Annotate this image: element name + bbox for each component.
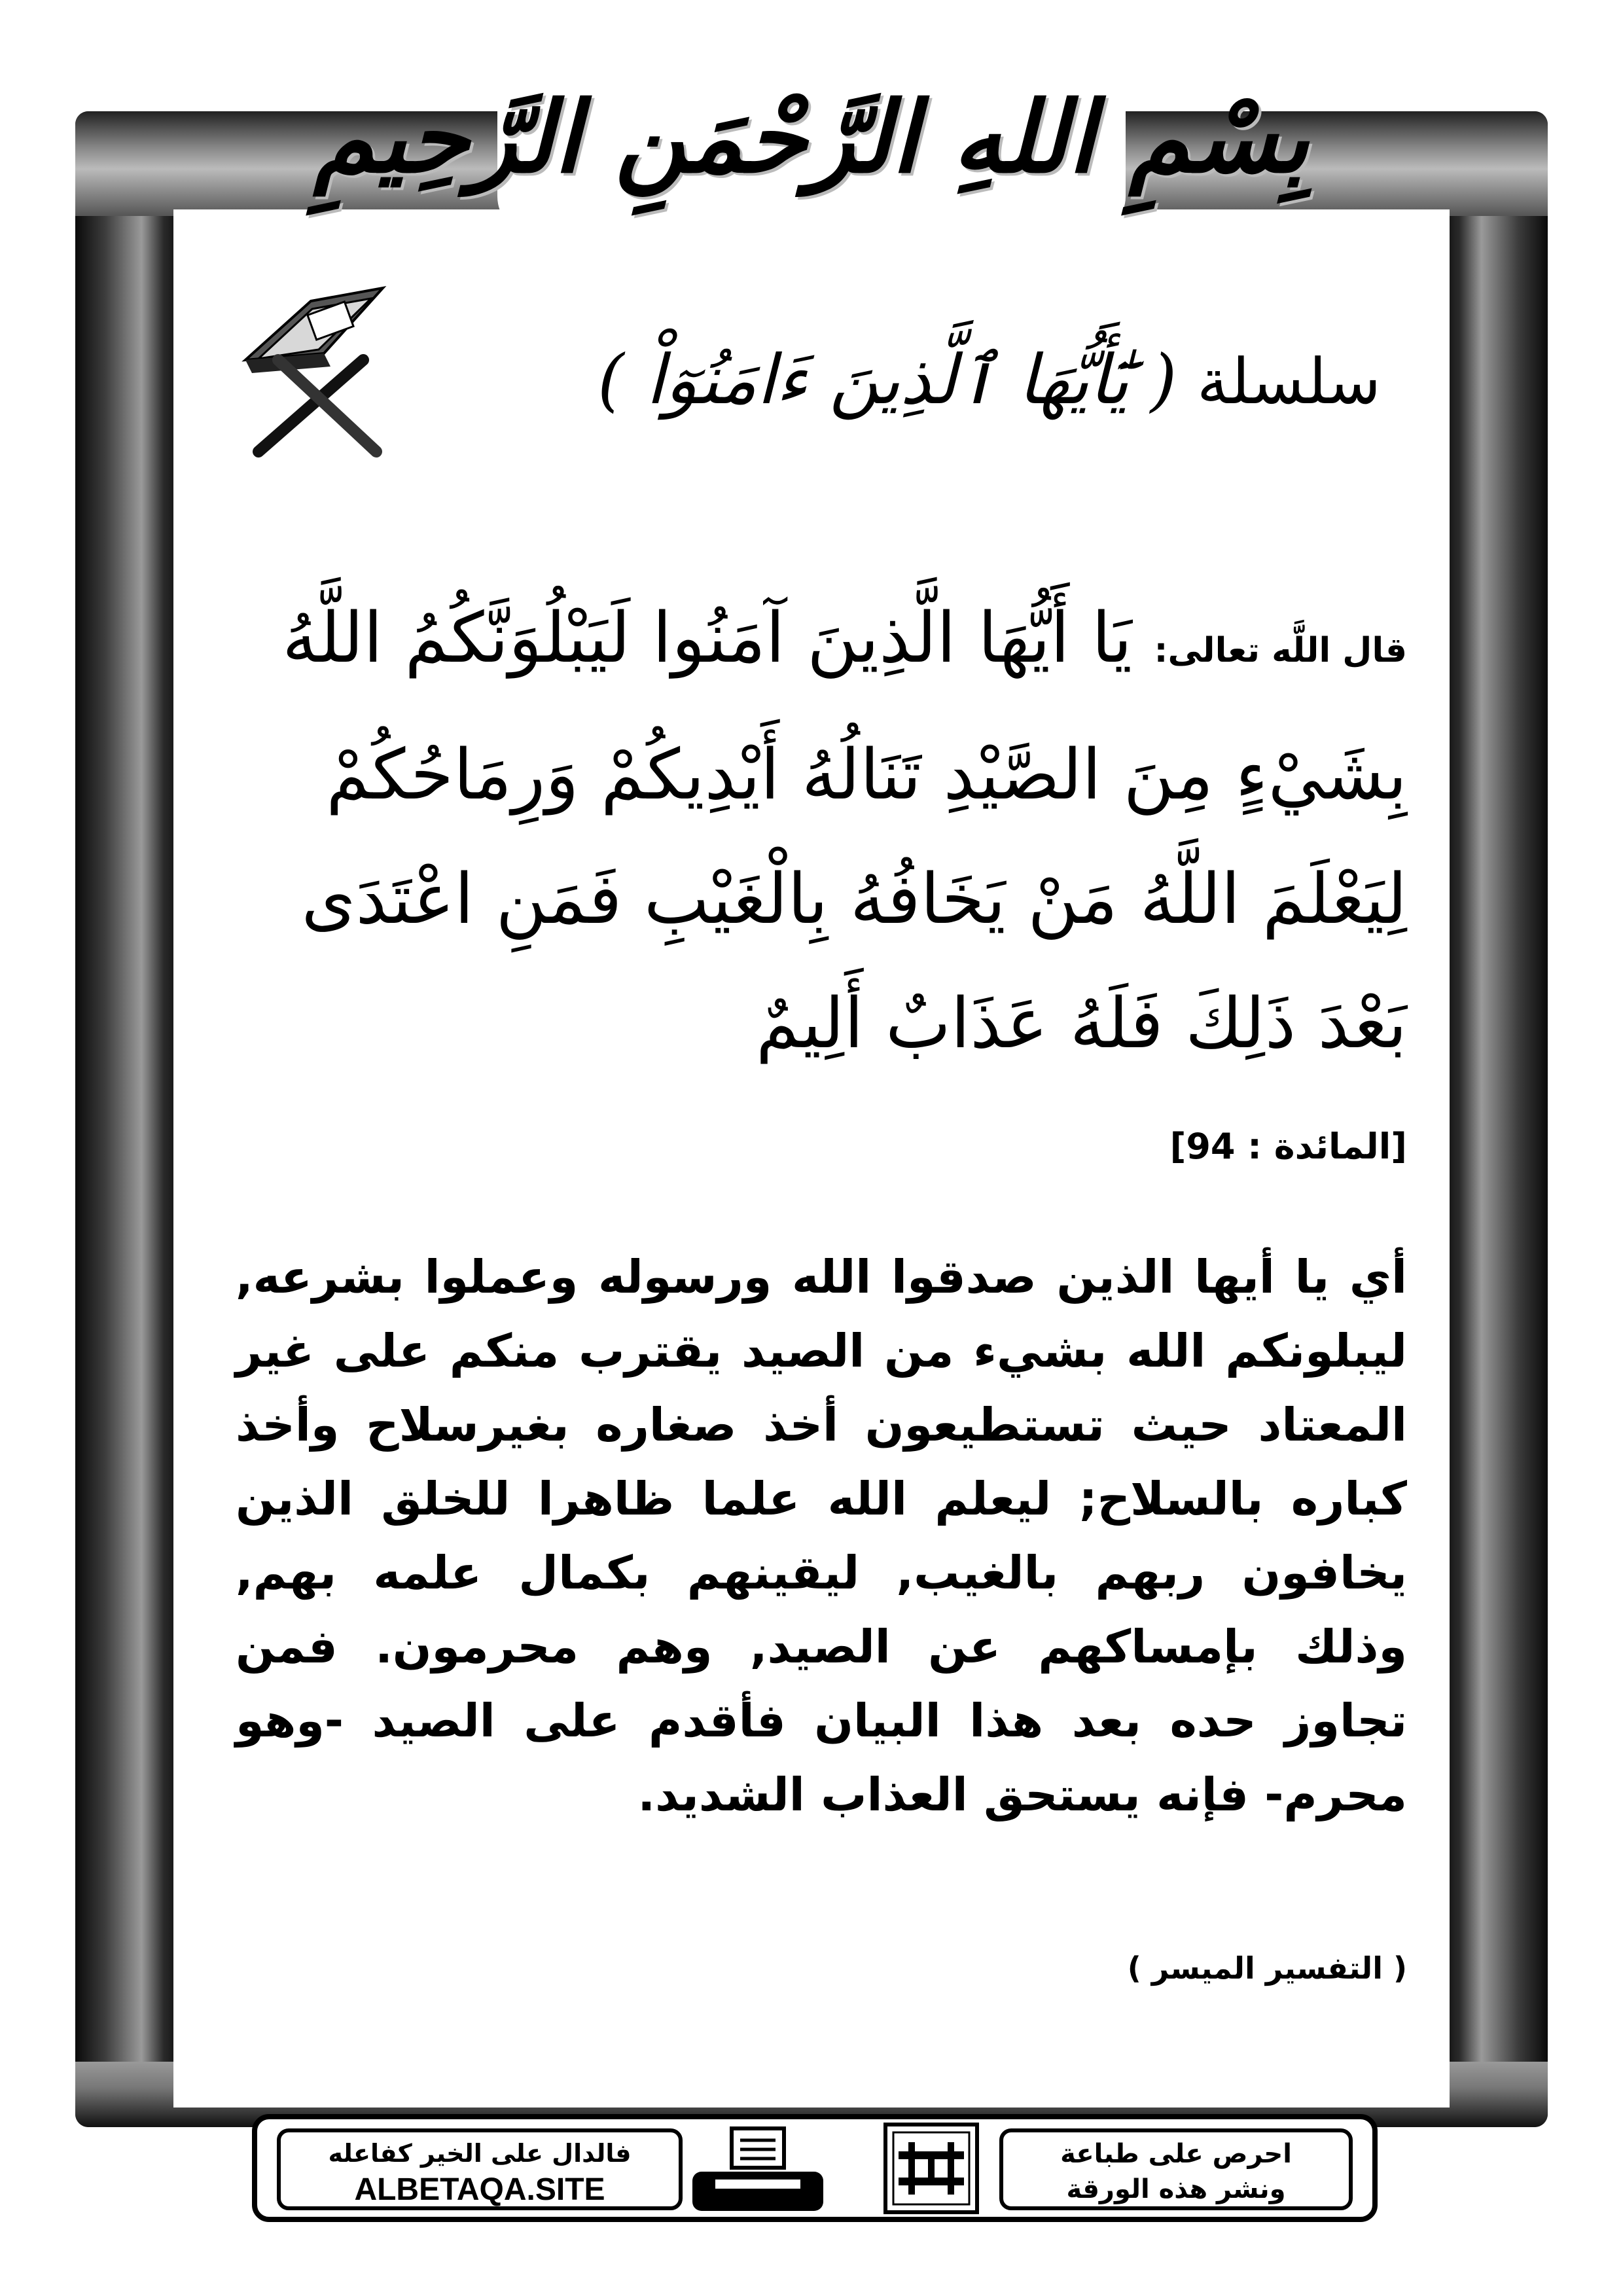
tafsir-source: ( التفسير الميسر ) [1127,1950,1407,1986]
verse-block [236,576,1407,1086]
verse-reference: [المائدة : 94] [1169,1126,1407,1167]
verse-intro: قال اللَّه تعالى: [1154,631,1407,670]
dawa-logo [840,2119,1023,2217]
footer-print-line1: احرص على طباعة [1060,2139,1292,2169]
basmala-calligraphy: بِسْمِ اللهِ الرَّحْمَنِ الرَّحِيمِ [313,80,1310,195]
footer-print-box [999,2128,1353,2210]
verse-text: يَا أَيُّهَا الَّذِينَ آمَنُوا لَيَبْلُوَنَّكُمُ اللَّهُ بِشَيْءٍ مِنَ الصَّيْدِ تَنَالُهُ أَيْدِيكُمْ وَرِمَاحُكُمْ لِيَعْلَمَ اللَّهُ مَنْ يَخَافُهُ بِالْغَيْبِ فَمَنِ اعْتَدَى بَعْدَ ذَلِكَ فَلَهُ عَذَابٌ أَلِيمٌ [282,598,1407,1064]
footer-motto: فالدال على الخير كفاعله [328,2139,632,2168]
series-label: سلسلة [1196,345,1381,418]
footer-bar [252,2114,1378,2222]
series-quoted-phrase: ( يَٰٓأَيُّهَا ٱلَّذِينَ ءَامَنُوٓاْ ) [597,340,1177,420]
footer-print-line2: ونشر هذه الورقة [1066,2174,1286,2204]
series-title [412,308,1381,452]
footer-site-box [277,2128,683,2210]
tafsir-text: أي يا أيها الذين صدقوا الله ورسوله وعملوا بشرعه, ليبلونكم الله بشيء من الصيد يقترب منكم على غير المعتاد حيث تستطيعون أخذ صغاره بغيرسلاح وأخذ كباره بالسلاح; ليعلم الله علما ظاهرا للخلق الذين يخافون ربهم بالغيب, ليقينهم بكمال علمه بهم, وذلك بإمساكهم عن الصيد, وهم محرمون. فمن تجاوز حده بعد هذا البيان فأقدم على الصيد -وهو محرم- فإنه يستحق العذاب الشديد. [236,1250,1407,1821]
footer-site-url: ALBETAQA.SITE [354,2172,605,2207]
printer-icon [676,2126,840,2217]
quran-stand-icon [232,262,402,458]
